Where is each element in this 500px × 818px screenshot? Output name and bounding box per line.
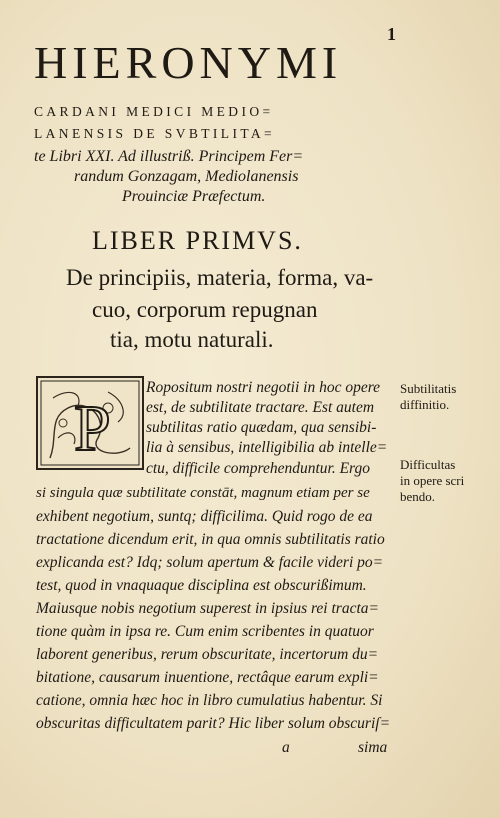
body-line: subtilitas ratio quædam, qua sensibi- xyxy=(146,419,377,436)
body-line: obscuritas difficultatem parit? Hic liber solum obscuriſ= xyxy=(36,715,391,732)
body-line: explicanda est? Idq; solum apertum & facile videri po= xyxy=(36,554,384,571)
chapter-heading-line-3: tia, motu naturali. xyxy=(110,327,274,352)
margin-note: in opere scri xyxy=(400,473,465,488)
title-author: HIERONYMI xyxy=(34,37,343,88)
margin-note: Difficultas xyxy=(400,457,456,472)
body-line: tractatione dicendum erit, in qua omnis subtilitatis ratio xyxy=(36,531,385,548)
signature-mark: a xyxy=(282,739,290,756)
body-line: test, quod in vnaquaque disciplina est obscurißimum. xyxy=(36,577,367,594)
body-line: ctu, difficile comprehenduntur. Ergo xyxy=(146,460,370,477)
body-line: tione quàm in ipsa re. Cum enim scribentes in quatuor xyxy=(36,623,374,640)
title-line-5: Prouinciæ Præfectum. xyxy=(122,188,266,205)
title-line-4: randum Gonzagam, Mediolanensis xyxy=(74,168,299,185)
page-number: 1 xyxy=(387,24,396,44)
svg-text:P: P xyxy=(74,392,111,465)
body-line: Ropositum nostri negotii in hoc opere xyxy=(146,379,381,396)
body-line: exhibent negotium, suntq; difficilima. Quid rogo de ea xyxy=(36,508,373,525)
chapter-heading-line-1: De principiis, materia, forma, va- xyxy=(66,265,374,290)
body-line: bitatione, causarum inuentione, rectâque earum expli= xyxy=(36,669,379,686)
margin-note: bendo. xyxy=(400,489,436,504)
chapter-heading-line-2: cuo, corporum repugnan xyxy=(92,297,318,322)
body-line: laborent generibus, rerum obscuritate, incertorum du= xyxy=(36,646,379,663)
body-line: Maiusque nobis negotium superest in ipsius rei tracta= xyxy=(36,600,379,617)
decorated-initial-letter xyxy=(38,378,142,468)
decorated-initial xyxy=(36,376,144,470)
catchword: sima xyxy=(358,739,388,756)
margin-note: diffinitio. xyxy=(400,397,450,412)
body-line: lia à sensibus, intelligibilia ab intelle= xyxy=(146,439,388,456)
title-line-3: te Libri XXI. Ad illustriß. Principem Fer= xyxy=(34,148,304,165)
body-line: est, de subtilitate tractare. Est autem xyxy=(146,399,375,416)
margin-note: Subtilitatis xyxy=(400,381,457,396)
title-line-1: CARDANI MEDICI MEDIO= xyxy=(34,104,274,119)
body-line: si singula quæ subtilitate constāt, magnum etiam per se xyxy=(36,485,370,501)
body-line: catione, omnia hæc hoc in libro cumulatius habentur. Si xyxy=(36,692,383,709)
book-heading: LIBER PRIMVS. xyxy=(92,226,303,255)
title-line-2: LANENSIS DE SVBTILITA= xyxy=(34,126,276,141)
